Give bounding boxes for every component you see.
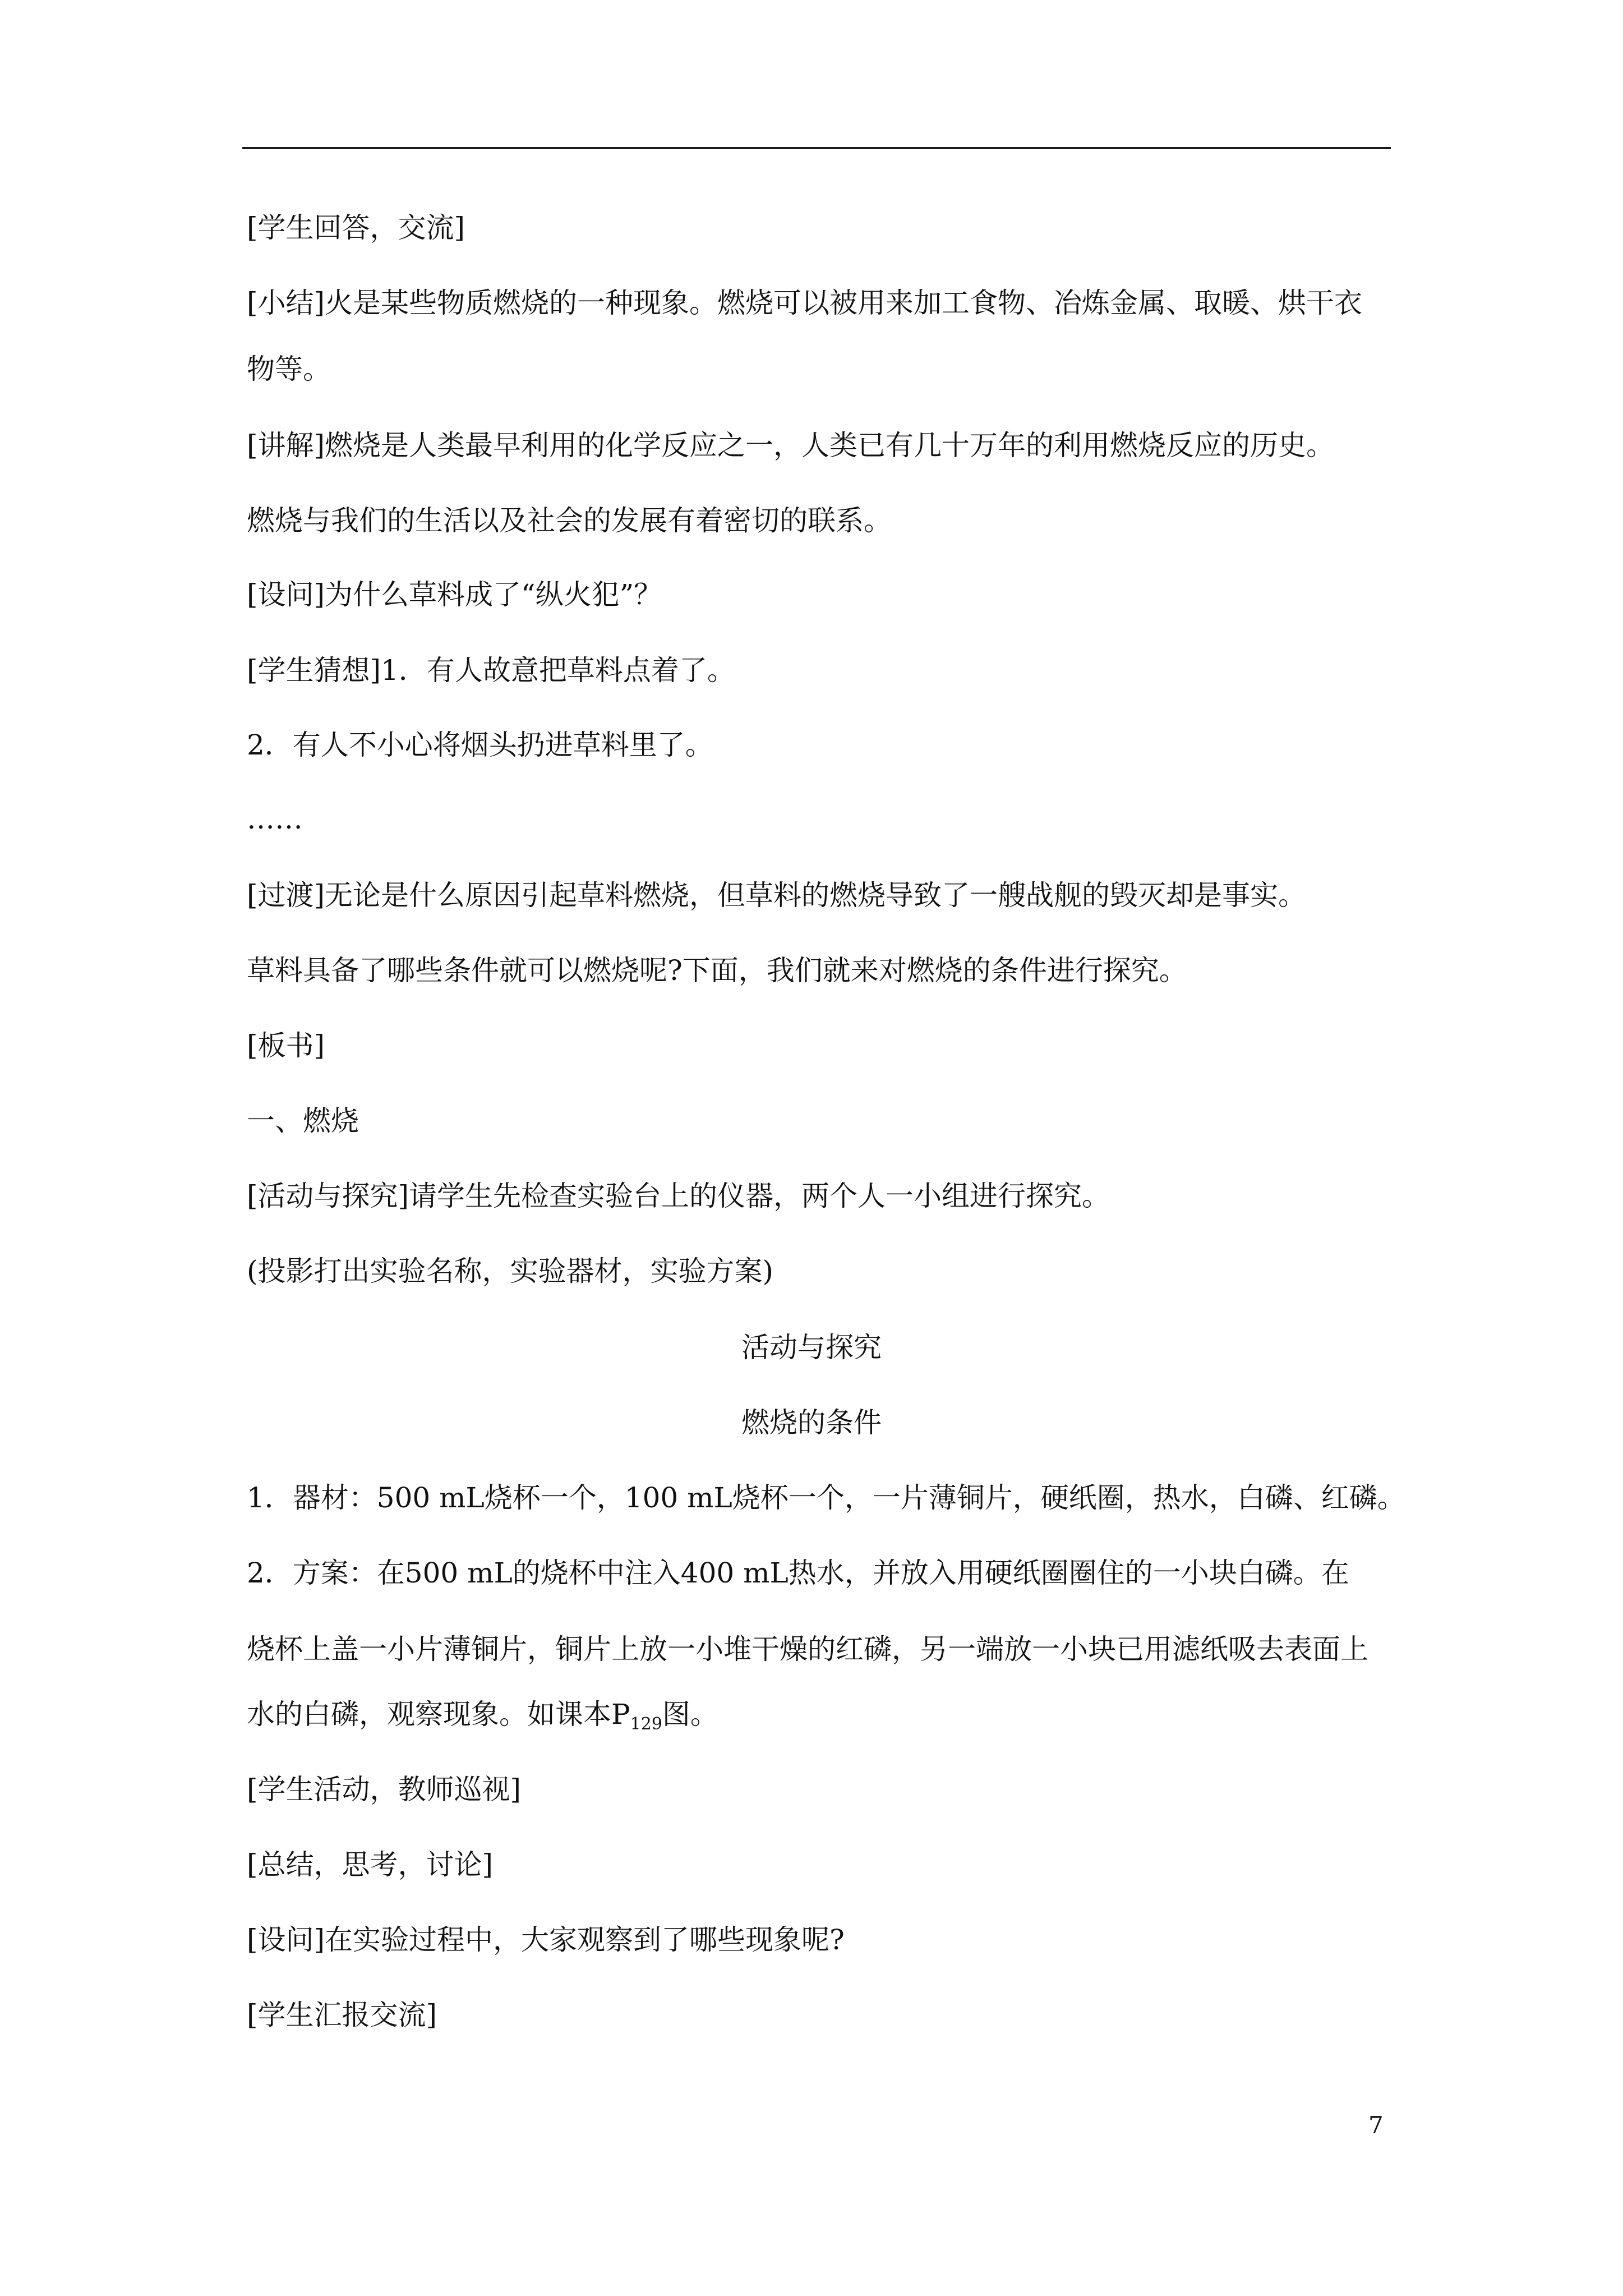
text-line-report: [学生汇报交流]	[247, 1999, 437, 2031]
text-line-board: [板书]	[247, 1029, 325, 1062]
header-rule	[242, 147, 1391, 149]
text-line-equipment: 1．器材：500 mL烧杯一个，100 mL烧杯一个，一片薄铜片，硬纸圈，热水，白磷、红磷。	[247, 1481, 1405, 1514]
activity-subtitle: 燃烧的条件	[741, 1406, 882, 1439]
text-line-projection: (投影打出实验名称，实验器材，实验方案)	[247, 1255, 774, 1287]
text-line-ellipsis: ……	[247, 803, 303, 835]
text-line-guess-1: [学生猜想]1．有人故意把草料点着了。	[247, 654, 735, 687]
text-line-observation-question: [设问]在实验过程中，大家观察到了哪些现象呢?	[247, 1924, 845, 1956]
text-line-plan-end	[247, 1697, 718, 1741]
text-line-summary-cont: 物等。	[247, 353, 331, 385]
text-line-question: [设问]为什么草料成了“纵火犯”？	[247, 578, 662, 611]
text-line-activity: [活动与探究]请学生先检查实验台上的仪器，两个人一小组进行探究。	[247, 1180, 1110, 1212]
text-line-plan-end-main: 水的白磷，观察现象。如课本P	[247, 1698, 630, 1731]
text-line-transition-cont: 草料具备了哪些条件就可以燃烧呢?下面，我们就来对燃烧的条件进行探究。	[247, 954, 1187, 987]
text-line-summary: [小结]火是某些物质燃烧的一种现象。燃烧可以被用来加工食物、冶炼金属、取暖、烘干衣	[247, 287, 1363, 319]
text-line-guess-2: 2．有人不小心将烟头扔进草料里了。	[247, 729, 713, 761]
page-reference-subscript: 129	[630, 1714, 662, 1734]
page-number: 7	[1368, 2111, 1384, 2139]
section-heading: 一、燃烧	[247, 1105, 359, 1137]
text-line-explain: [讲解]燃烧是人类最早利用的化学反应之一，人类已有几十万年的利用燃烧反应的历史。	[247, 429, 1335, 462]
text-line-plan: 2．方案：在500 mL的烧杯中注入400 mL热水，并放入用硬纸圈圈住的一小块白磷。在	[247, 1557, 1349, 1589]
text-line-discussion: [总结，思考，讨论]	[247, 1848, 494, 1881]
activity-title: 活动与探究	[741, 1331, 882, 1364]
text-line-transition: [过渡]无论是什么原因引起草料燃烧，但草料的燃烧导致了一艘战舰的毁灭却是事实。	[247, 879, 1307, 912]
text-line-student-activity: [学生活动，教师巡视]	[247, 1773, 522, 1806]
text-line-student-answer: [学生回答，交流]	[247, 211, 465, 244]
text-line-explain-cont: 燃烧与我们的生活以及社会的发展有着密切的联系。	[247, 504, 892, 537]
text-line-plan-end-tail: 图。	[662, 1698, 718, 1731]
text-line-plan-cont: 烧杯上盖一小片薄铜片，铜片上放一小堆干燥的红磷，另一端放一小块已用滤纸吸去表面上	[247, 1633, 1368, 1665]
